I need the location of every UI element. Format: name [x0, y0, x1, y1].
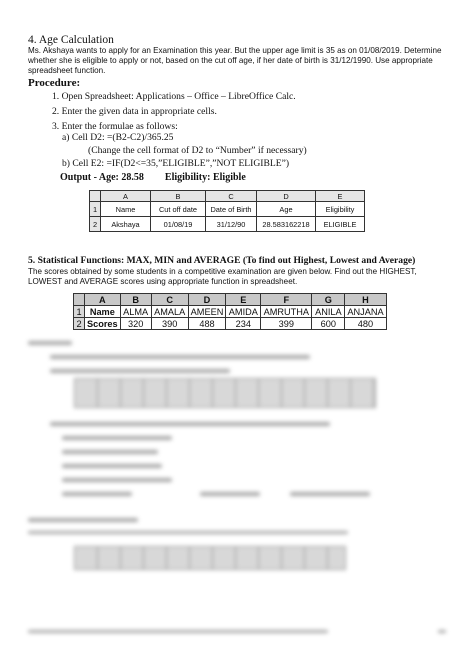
- output-age-value: 28.58: [121, 172, 144, 183]
- procedure-label: Procedure:: [28, 77, 81, 89]
- table-cell: 01/08/19: [151, 217, 206, 232]
- row-header: 2: [74, 318, 85, 330]
- col-header: A: [85, 294, 121, 306]
- scores-table: [73, 293, 387, 330]
- col-header: F: [261, 294, 312, 306]
- section4-para-line1: Ms. Akshaya wants to apply for an Examination this year. But the upper age limit is 35 as on 01/08/2019. Determine: [28, 46, 442, 55]
- row-header: 1: [74, 306, 85, 318]
- table-row: [90, 202, 365, 217]
- step-3a: a) Cell D2: =(B2-C2)/365.25: [62, 132, 174, 143]
- eligibility-label: Eligibility:: [164, 172, 211, 183]
- section4-para-line2: whether she is eligible to apply or not, based on the cut off age, if her date of birth is 31/12/1990. Use appropriate: [28, 56, 433, 65]
- table-cell: ELIGIBLE: [316, 217, 365, 232]
- table-cell: AMRUTHA: [261, 306, 312, 318]
- table-cell: Eligibility: [316, 202, 365, 217]
- col-header: D: [257, 191, 316, 202]
- col-header: D: [188, 294, 226, 306]
- scores-table-col-header-row: [74, 294, 387, 306]
- table-cell: Date of Birth: [206, 202, 257, 217]
- table-row: [90, 217, 365, 232]
- table-cell: 31/12/90: [206, 217, 257, 232]
- table-cell: Name: [101, 202, 151, 217]
- table-cell: AMALA: [151, 306, 188, 318]
- table-cell: 390: [151, 318, 188, 330]
- output-age-label: Output - Age:: [60, 172, 119, 183]
- table-cell: 480: [345, 318, 386, 330]
- table-cell: Akshaya: [101, 217, 151, 232]
- col-header: C: [206, 191, 257, 202]
- table-cell: AMIDA: [226, 306, 261, 318]
- row-header: 1: [90, 202, 101, 217]
- table-cell: Cut off date: [151, 202, 206, 217]
- step-3b: b) Cell E2: =IF(D2<=35,”ELIGIBLE”,”NOT ELIGIBLE”): [62, 158, 290, 169]
- table-cell: ANJANA: [345, 306, 386, 318]
- col-header: E: [226, 294, 261, 306]
- table-cell: 399: [261, 318, 312, 330]
- col-header: H: [345, 294, 386, 306]
- table-row: [74, 318, 387, 330]
- table-cell: AMEEN: [188, 306, 226, 318]
- step-2: 2. Enter the given data in appropriate cells.: [52, 106, 217, 117]
- section4-para-line3: spreadsheet function.: [28, 66, 106, 75]
- section5-heading: 5. Statistical Functions: MAX, MIN and AVERAGE (To find out Highest, Lowest and Average): [28, 255, 416, 266]
- table-cell: Name: [85, 306, 121, 318]
- table-cell: Age: [257, 202, 316, 217]
- table-cell: 600: [312, 318, 345, 330]
- col-header: B: [120, 294, 151, 306]
- table-cell: 488: [188, 318, 226, 330]
- table-cell: ALMA: [120, 306, 151, 318]
- output-line: [60, 172, 246, 183]
- col-header: B: [151, 191, 206, 202]
- table-cell: 234: [226, 318, 261, 330]
- age-table-col-header-row: [90, 191, 365, 202]
- col-header: G: [312, 294, 345, 306]
- table-cell: 320: [120, 318, 151, 330]
- section4-heading: 4. Age Calculation: [28, 34, 114, 46]
- section5-para-line1: The scores obtained by some students in a competitive examination are given below. Find out the HIGHEST,: [28, 267, 417, 276]
- step-3: 3. Enter the formulae as follows:: [52, 121, 178, 132]
- table-cell: ANILA: [312, 306, 345, 318]
- step-1: 1. Open Spreadsheet: Applications – Office – LibreOffice Calc.: [52, 91, 296, 102]
- corner-cell: [90, 191, 101, 202]
- step-3a-note: (Change the cell format of D2 to “Number” if necessary): [88, 145, 307, 156]
- col-header: E: [316, 191, 365, 202]
- col-header: C: [151, 294, 188, 306]
- table-row: [74, 306, 387, 318]
- corner-cell: [74, 294, 85, 306]
- table-cell: 28.583162218: [257, 217, 316, 232]
- col-header: A: [101, 191, 151, 202]
- row-header: 2: [90, 217, 101, 232]
- section5-para-line2: LOWEST and AVERAGE scores using appropriate function in spreadsheet.: [28, 277, 298, 286]
- age-table: [89, 190, 365, 232]
- eligibility-value: Eligible: [212, 172, 246, 183]
- table-cell: Scores: [85, 318, 121, 330]
